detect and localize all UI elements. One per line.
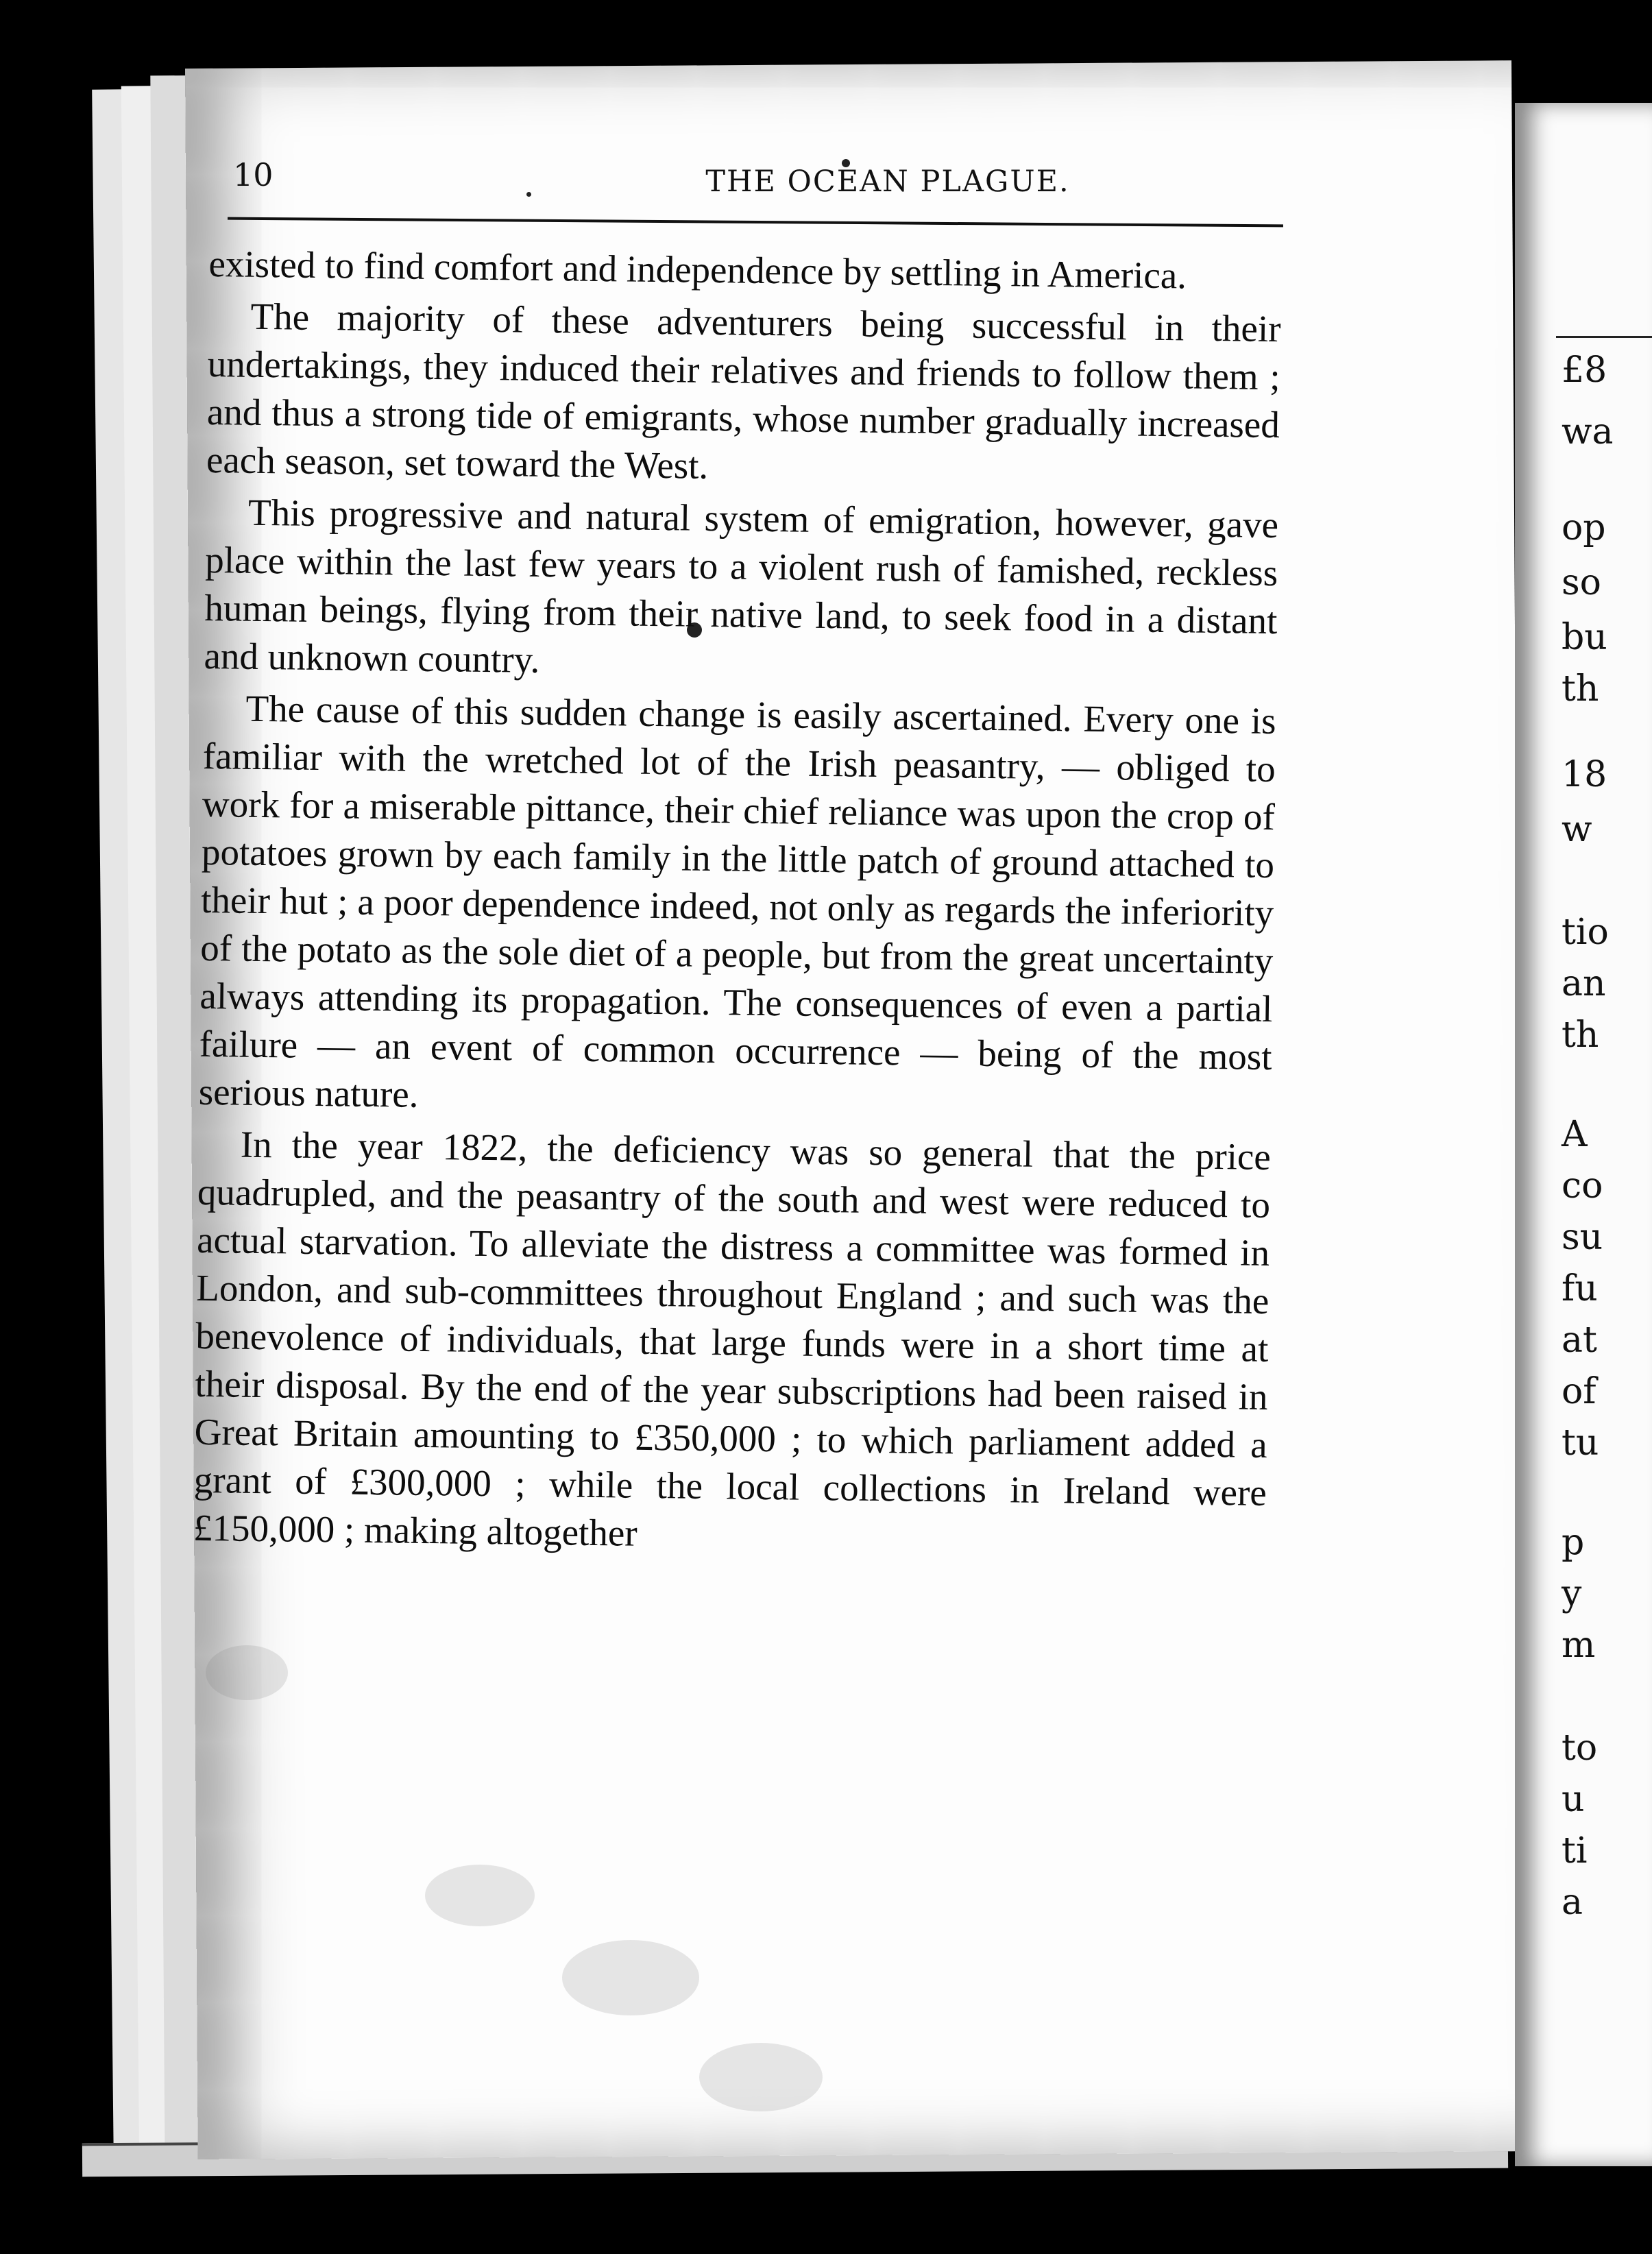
facing-page [1515, 103, 1652, 2166]
stain [699, 2043, 823, 2111]
facing-page-fragment: w [1562, 809, 1592, 850]
facing-page-fragment: u [1562, 1779, 1585, 1820]
facing-page-fragment: 18 [1562, 754, 1607, 795]
stain [562, 1940, 699, 2015]
body-text [193, 240, 1282, 1569]
facing-page-fragment: of [1562, 1371, 1596, 1412]
facing-page-fragment: fu [1562, 1268, 1598, 1309]
facing-page-fragment: tio [1562, 912, 1609, 953]
paragraph: In the year 1822, the deficiency was so general that the price quadrupled, and the peasantry of the south and west were reduced to actual starvation. To alleviate the distress a committee was formed in London, and sub-committees throughout England ; and such was the benevolence of individuals, that large funds were in a short time at their disposal. By the end of the year subscriptions had been raised in Great Britain amounting to £350,000 ; to which parliament added a grant of £300,000 ; while the local collections in Ireland were £150,000 ; making altogether [193, 1123, 1272, 1554]
paragraph: This progressive and natural system of emigration, however, gave place within the last few years to a violent rush of famished, reckless human beings, flying from their native land, to seek food in a distant and unknown country. [204, 491, 1279, 681]
facing-page-rule [1556, 336, 1652, 338]
facing-page-fragment: ti [1562, 1830, 1588, 1871]
facing-page-fragment: to [1562, 1728, 1598, 1769]
facing-page-fragment: a [1562, 1882, 1583, 1923]
paragraph: The majority of these adventurers being successful in their undertakings, they induced their relatives and friends to follow them ; and thus a strong tide of emigrants, whose number gradually increased each season, set toward the West. [206, 295, 1281, 487]
facing-page-fragment: co [1562, 1165, 1603, 1207]
facing-page-fragment: tu [1562, 1422, 1599, 1464]
facing-page-fragment: su [1562, 1217, 1603, 1258]
stain [425, 1865, 535, 1926]
facing-page-fragment: op [1562, 507, 1606, 548]
facing-page-fragment: an [1562, 963, 1606, 1004]
facing-page-fragment: wa [1562, 411, 1614, 452]
print-speck [526, 192, 531, 197]
facing-page-fragment: th [1562, 1015, 1599, 1056]
facing-page-fragment: th [1562, 668, 1599, 710]
paragraph: The cause of this sudden change is easily ascertained. Every one is familiar with the wretched lot of the Irish peasantry, — obliged to work for a miserable pittance, their chief reliance was upon the crop of potatoes grown by each family in the little patch of ground attached to their hut ; a poor dependence indeed, not only as regards the inferiority of the potato as the sole diet of a people, but from the great uncertainty always attending its propagation. The consequences of even a partial failure — an event of common occurrence — being of the most serious nature. [198, 687, 1276, 1115]
page-number: 10 [233, 156, 274, 193]
running-title: THE OCEAN PLAGUE. [705, 165, 1070, 199]
stain [206, 1645, 288, 1700]
paragraph: existed to find comfort and independence by settling in America. [208, 242, 1187, 297]
facing-page-fragment: A [1562, 1114, 1588, 1155]
facing-page-fragment: £8 [1562, 350, 1607, 391]
facing-page-fragment: m [1562, 1625, 1596, 1666]
facing-page-fragment: so [1562, 562, 1601, 603]
facing-page-fragment: at [1562, 1320, 1597, 1361]
facing-page-fragment: y [1562, 1573, 1582, 1614]
facing-page-fragment: bu [1562, 617, 1607, 658]
facing-page-fragment: p [1562, 1522, 1585, 1563]
